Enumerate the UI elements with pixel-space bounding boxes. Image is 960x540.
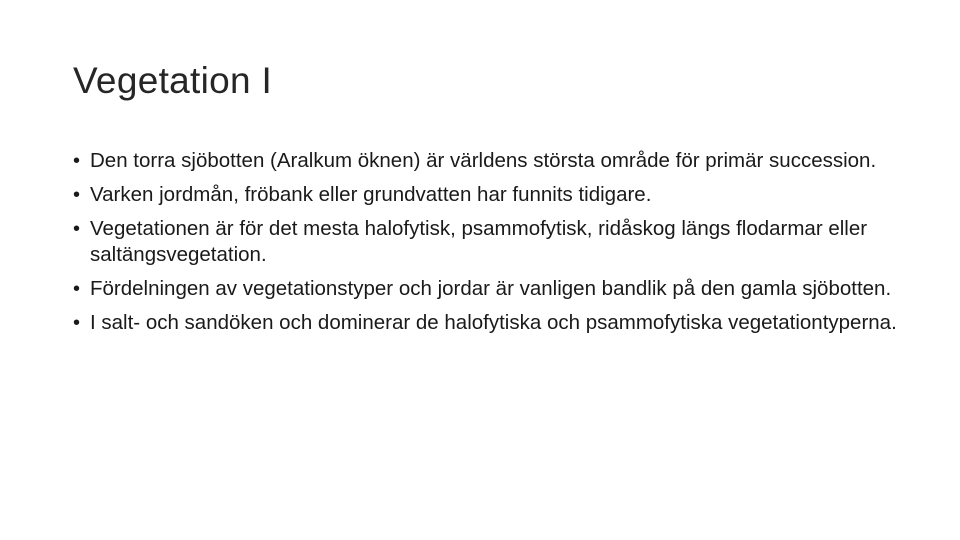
bullet-item [73,182,903,208]
bullet-list [73,148,903,344]
bullet-point-icon: • [73,218,81,240]
bullet-point-icon: • [73,184,81,206]
bullet-text: Fördelningen av vegetationstyper och jordar är vanligen bandlik på den gamla sjöbotten. [90,277,892,300]
bullet-point-icon: • [73,150,81,172]
bullet-text: Varken jordmån, fröbank eller grundvatten har funnits tidigare. [90,183,652,206]
bullet-item [73,276,903,302]
bullet-item [73,148,903,174]
bullet-item [73,310,903,336]
bullet-text: I salt- och sandöken och dominerar de halofytiska och psammofytiska vegetationtyperna. [90,311,897,334]
bullet-point-icon: • [73,312,81,334]
bullet-text: Den torra sjöbotten (Aralkum öknen) är världens största område för primär succession. [90,149,877,172]
slide-title: Vegetation I [73,60,273,101]
bullet-point-icon: • [73,278,81,300]
bullet-text: Vegetationen är för det mesta halofytisk, psammofytisk, ridåskog längs flodarmar eller saltängsvegetation. [90,217,868,266]
bullet-item [73,216,903,268]
